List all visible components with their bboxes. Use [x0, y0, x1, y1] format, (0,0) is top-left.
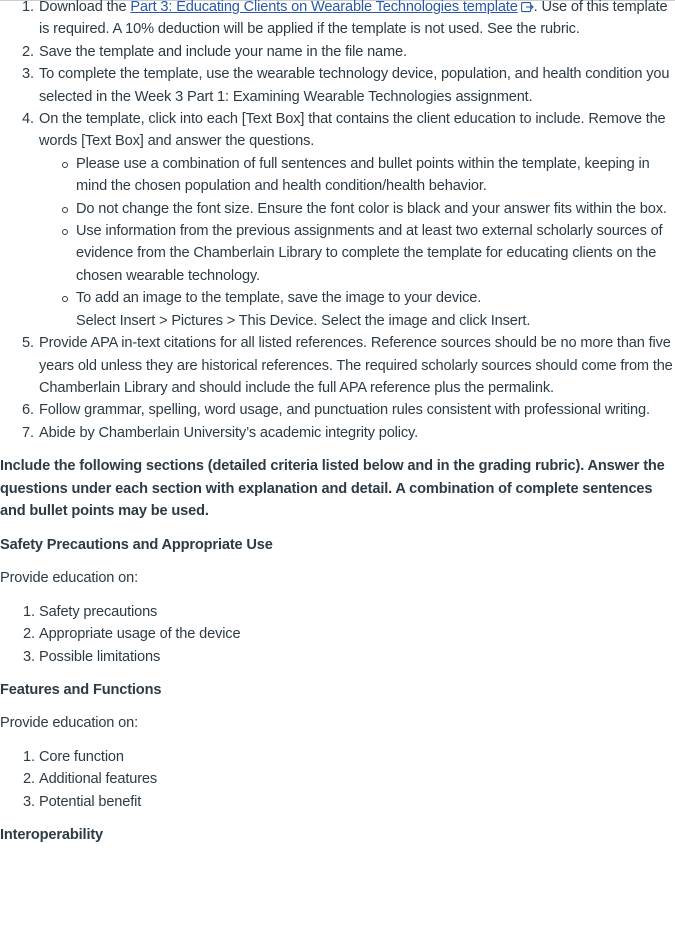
circle-bullet-icon: [62, 229, 68, 235]
step-3: [22, 63, 675, 108]
features-items-list: [0, 746, 675, 813]
sub-bullet: [76, 220, 675, 287]
step-text: Download the: [39, 0, 131, 15]
circle-bullet-icon: [62, 207, 68, 213]
step-1: [22, 0, 675, 41]
item-number: 2.: [23, 626, 35, 643]
step-2: [22, 41, 675, 63]
item-text: Appropriate usage of the device: [39, 626, 241, 643]
sub-bullet: [76, 287, 675, 332]
step-number: 1.: [22, 0, 34, 15]
step-text: Save the template and include your name in the file name.: [39, 43, 407, 60]
safety-items-list: [0, 601, 675, 668]
step-number: 4.: [22, 111, 34, 128]
sub-bullet-text-line2: Select Insert > Pictures > This Device. Select the image and click Insert.: [76, 312, 531, 329]
list-item: [23, 791, 675, 813]
section-heading-interoperability: Interoperability: [0, 826, 104, 843]
item-number: 2.: [23, 771, 35, 788]
provide-education-label: Provide education on:: [0, 715, 139, 732]
item-text: Core function: [39, 748, 124, 765]
step-text: Follow grammar, spelling, word usage, and punctuation rules consistent with professional writing.: [39, 402, 650, 419]
item-number: 1.: [23, 748, 35, 765]
sub-bullet-text: Please use a combination of full sentences and bullet points within the template, keeping in mind the chosen population and health condition/health behavior.: [76, 155, 650, 195]
step-5: [22, 332, 675, 399]
step-number: 3.: [22, 66, 34, 83]
sub-bullet-text: Use information from the previous assignments and at least two external scholarly sources of evidence from the Chamberlain Library to complete the template for educating clients on the chosen wearable technology.: [76, 223, 663, 284]
section-heading-safety: Safety Precautions and Appropriate Use: [0, 536, 273, 553]
instruction-steps: [0, 0, 675, 444]
step-4-sub-bullets: [39, 153, 675, 332]
step-number: 2.: [22, 43, 34, 60]
sub-bullet: [76, 198, 675, 220]
step-number: 6.: [22, 402, 34, 419]
section-heading-features: Features and Functions: [0, 681, 162, 698]
template-download-link[interactable]: [130, 0, 517, 15]
list-item: [23, 601, 675, 623]
sub-bullet-text: Do not change the font size. Ensure the font color is black and your answer fits within the box.: [76, 200, 667, 217]
sub-bullet: [76, 153, 675, 198]
item-text: Possible limitations: [39, 648, 161, 665]
external-link-icon[interactable]: [521, 0, 534, 10]
step-number: 5.: [22, 335, 34, 352]
list-item: [23, 646, 675, 668]
step-4: [22, 108, 675, 332]
step-6: [22, 399, 675, 421]
list-item: [23, 768, 675, 790]
provide-education-label: Provide education on:: [0, 570, 139, 587]
step-text: Provide APA in-text citations for all listed references. Reference sources should be no more than five years old unless they are historical references. The required scholarly sources should come from the Chamberlain Library and should include the full APA reference plus the permalink.: [39, 335, 673, 396]
item-text: Additional features: [39, 771, 158, 788]
template-link-text: Part 3: Educating Clients on Wearable Technologies template: [130, 0, 518, 15]
list-item: [23, 746, 675, 768]
circle-bullet-icon: [62, 296, 68, 302]
item-text: Safety precautions: [39, 603, 158, 620]
list-item: [23, 623, 675, 645]
item-number: 3.: [23, 648, 35, 665]
circle-bullet-icon: [62, 162, 68, 168]
step-text: Abide by Chamberlain University’s academic integrity policy.: [39, 424, 418, 441]
step-7: [22, 422, 675, 444]
item-number: 3.: [23, 793, 35, 810]
sub-bullet-text: To add an image to the template, save the image to your device.: [76, 290, 482, 307]
step-text: To complete the template, use the wearable technology device, population, and health condition you selected in the Week 3 Part 1: Examining Wearable Technologies assignment.: [39, 66, 670, 105]
step-text-continued: . Use of this template is required. A 10% deduction will be applied if the template is not used. See the rubric.: [39, 0, 668, 38]
item-number: 1.: [23, 603, 35, 620]
sections-intro: Include the following sections (detailed criteria listed below and in the grading rubric). Answer the questions under each section with explanation and detail. A combination of complete sentences and bullet points may be used.: [0, 458, 665, 520]
step-text: On the template, click into each [Text Box] that contains the client education to include. Remove the words [Text Box] and answer the questions.: [39, 111, 666, 150]
step-number: 7.: [22, 424, 34, 441]
item-text: Potential benefit: [39, 793, 142, 810]
